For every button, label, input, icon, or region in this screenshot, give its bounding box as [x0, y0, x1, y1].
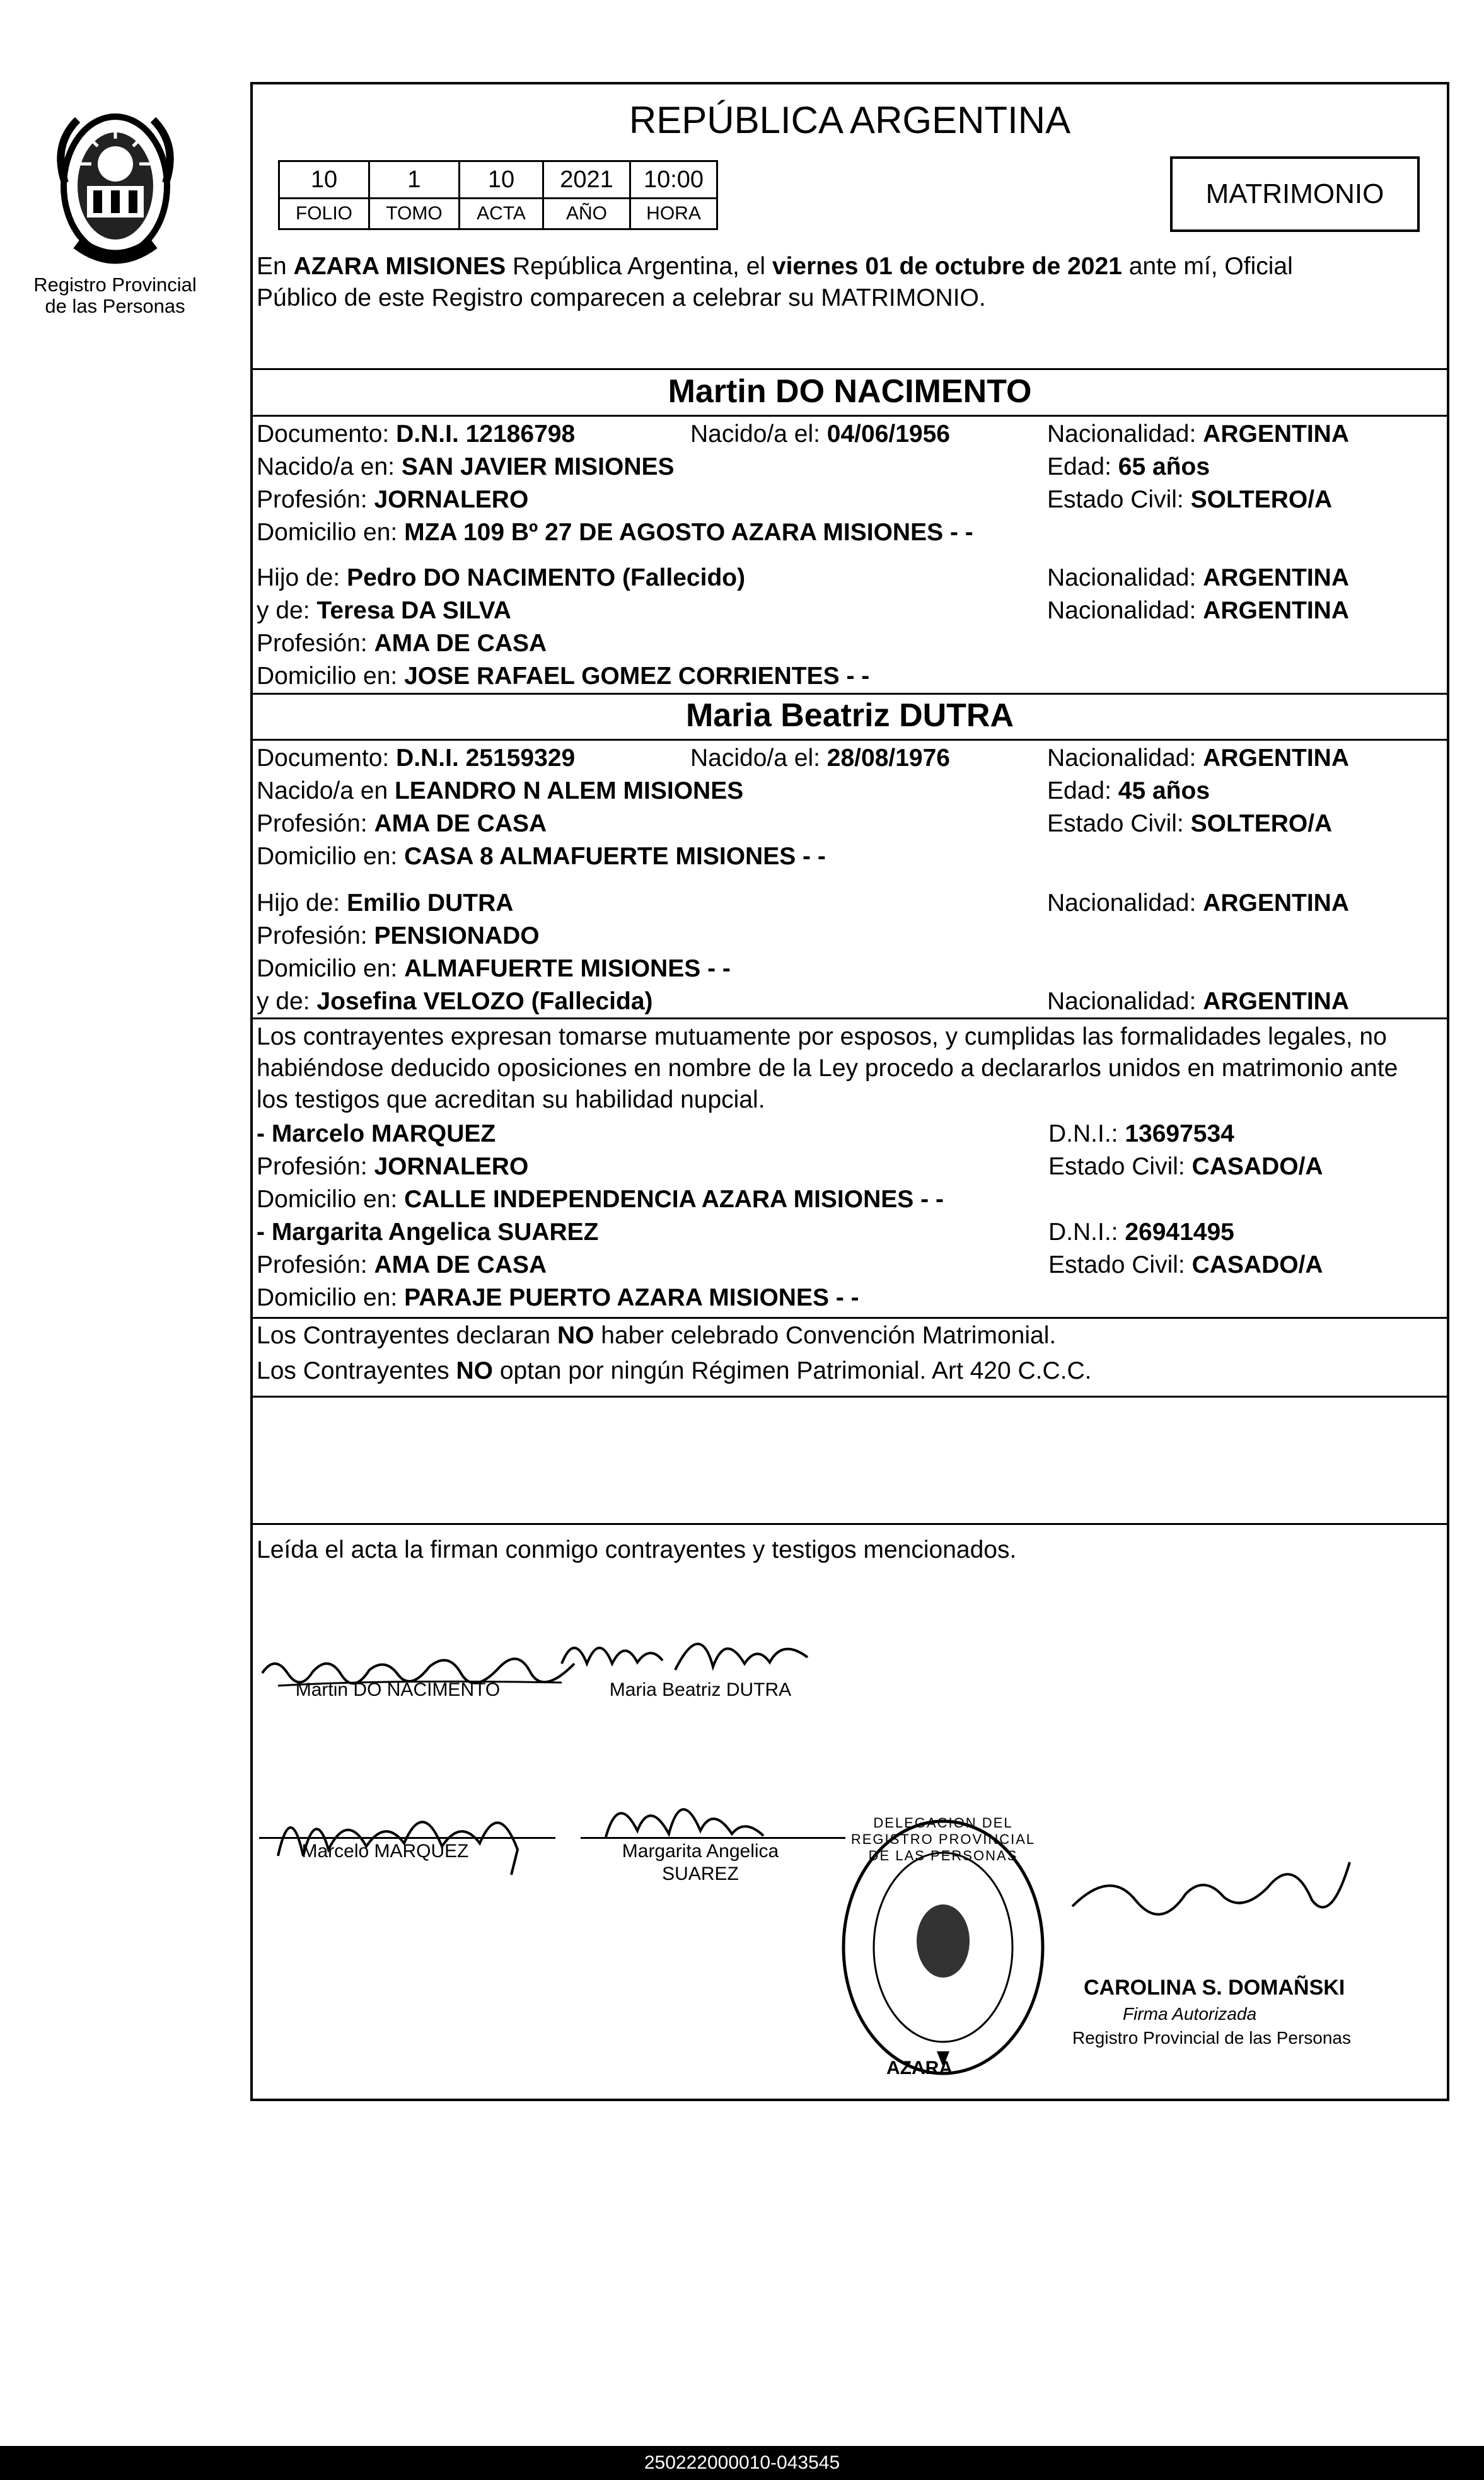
tomo-value: 1 — [369, 161, 460, 199]
acta-value: 10 — [460, 161, 543, 199]
folio-value: 10 — [279, 161, 369, 199]
intro-line-2: Público de este Registro comparecen a celebrar su MATRIMONIO. — [257, 284, 986, 311]
declaration-line-1: Los contrayentes expresan tomarse mutuamente por esposos, y cumplidas las formalidades legales, no — [257, 1023, 1387, 1050]
hour-label: HORA — [630, 199, 717, 229]
folio-label: FOLIO — [279, 199, 369, 229]
marriage-certificate-form: REPÚBLICA ARGENTINA 10 1 10 2021 10:00 FOLIO TOMO ACTA AÑO HORA MATRIMONIO En AZARA MISIONES República Argentina, el viernes 01 de octubre de 2021 ante mí, Oficial Público de este Registro comparecen a celebrar su MATRIMONIO. Martin DO NACIMENTO Documento: D.N.I. 12186798 Nacido/a el: 04/06/1956 Nacionalidad: ARGENTINA Nacido/a en: SAN JAVIER MISIONES Edad: 65 años Profesión: JORNALERO Estado Civil: SOLTERO/A Domicilio en: MZA 109 Bº 27 DE AGOSTO AZARA MISIONES - - Hijo de: Pedro DO NACIMENTO (Fallecido) Nacionalidad: ARGENTINA y de: Teresa DA SILVA Nacionalidad: ARGENTINA Profesión: AMA DE CASA Domicilio en: JOSE RAFAEL GOMEZ CORRIENTES - - Maria Beatriz DUTRA Documento: D.N.I. 25159329 Nacido/a el: 28/08/1976 Nacionalidad: ARGENTINA Nacido/a en LEANDRO N ALEM MISIONES Edad: 45 años Profesión: AMA DE CASA Estado Civil: SOLTERO/A Domicilio en: CASA 8 ALMAFUERTE MISIONES - - Hijo de: Emilio DUTRA Nacionalidad: ARGENTINA Profesión: PENSIONADO Domicilio en: ALMAFUERTE MISIONES - - y de: Josefina VELOZO (Fallecida) Nacionalidad: ARGENTINA Los contrayentes expresan tomarse mutuamente por esposos, y cumplidas las formalidades legales, no habiéndose deducido oposiciones en nombre de la Ley procedo a declararlos unidos en matrimonio ante los testigos que acreditan su habilidad nupcial. - Marcelo MARQUEZ D.N.I.: 13697534 Profesión: JORNALERO Estado Civil: CASADO/A Domicilio en: CALLE INDEPENDENCIA AZARA MISIONES - - - Margarita Angelica SUAREZ D.N.I.: 26941495 Profesión: AMA DE CASA Estado Civil: CASADO/A Domicilio en: PARAJE PUERTO AZARA MISIONES - - Los Contrayentes declaran NO haber celebrado Convención Matrimonial. Los Contrayentes NO optan por ningún Régimen Patrimonial. Art 420 C.C.C. Leída el acta la firman conmigo contrayentes y testigos mencionados. Martin DO NACIMENTO Maria Beatriz DUTRA Marcelo MARQUEZ Margarita Angelica SUAREZ AZARA DELEGACION DEL REGISTRO PROVINCIAL DE LAS PERSONAS CAROLINA S. DOMAÑSKI Firma Autorizada Registro Provincial de las Personas — [250, 82, 1449, 2101]
registry-logo — [25, 107, 205, 317]
closing-text: Leída el acta la firman conmigo contrayentes y testigos mencionados. — [257, 1536, 1017, 1563]
declaration-line-3: los testigos que acreditan su habilidad nupcial. — [257, 1086, 765, 1113]
year-label: AÑO — [543, 199, 630, 229]
stamp-bottom-text: AZARA — [886, 2058, 953, 2078]
official-role: Firma Autorizada — [1123, 2004, 1257, 2024]
signature-name-margarita-1: Margarita Angelica — [622, 1841, 779, 1862]
year-value: 2021 — [543, 161, 630, 199]
signature-name-marcelo: Marcelo MARQUEZ — [301, 1841, 469, 1862]
country-title: REPÚBLICA ARGENTINA — [629, 99, 1071, 141]
signature-name-maria: Maria Beatriz DUTRA — [609, 1679, 792, 1700]
stamp-top-text: DELEGACION DEL REGISTRO PROVINCIAL DE LAS PERSONAS — [850, 1815, 1036, 1863]
footer-code: 250222000010-043545 — [644, 2452, 840, 2473]
signature-name-martin: Martin DO NACIMENTO — [295, 1679, 501, 1700]
official-org: Registro Provincial de las Personas — [1072, 2028, 1351, 2048]
record-table — [278, 160, 718, 230]
hour-value: 10:00 — [630, 161, 717, 199]
regime-line-2: Los Contrayentes NO optan por ningún Régimen Patrimonial. Art 420 C.C.C. — [257, 1357, 1092, 1384]
intro-line-1: En AZARA MISIONES República Argentina, el viernes 01 de octubre de 2021 ante mí, Oficial — [257, 253, 1293, 280]
misiones-coat-of-arms-icon — [52, 107, 178, 271]
official-name: CAROLINA S. DOMAÑSKI — [1084, 1976, 1345, 2000]
declaration-line-2: habiéndose deducido oposiciones en nombre de la Ley procedo a declararlos unidos en matrimonio ante — [257, 1055, 1398, 1082]
spouse1-name: Martin DO NACIMENTO — [668, 373, 1032, 410]
signature-name-margarita-2: SUAREZ — [662, 1863, 739, 1884]
signature-scribble-marcelo — [259, 1787, 574, 1881]
logo-caption-line2: de las Personas — [45, 295, 185, 317]
tomo-label: TOMO — [369, 199, 460, 229]
act-type-box: MATRIMONIO — [1170, 156, 1420, 232]
regime-line-1: Los Contrayentes declaran NO haber celebrado Convención Matrimonial. — [257, 1322, 1057, 1349]
signature-scribble-official — [1060, 1843, 1356, 1950]
acta-label: ACTA — [460, 199, 543, 229]
spouse2-name: Maria Beatriz DUTRA — [685, 697, 1014, 734]
logo-caption-line1: Registro Provincial — [33, 274, 197, 296]
